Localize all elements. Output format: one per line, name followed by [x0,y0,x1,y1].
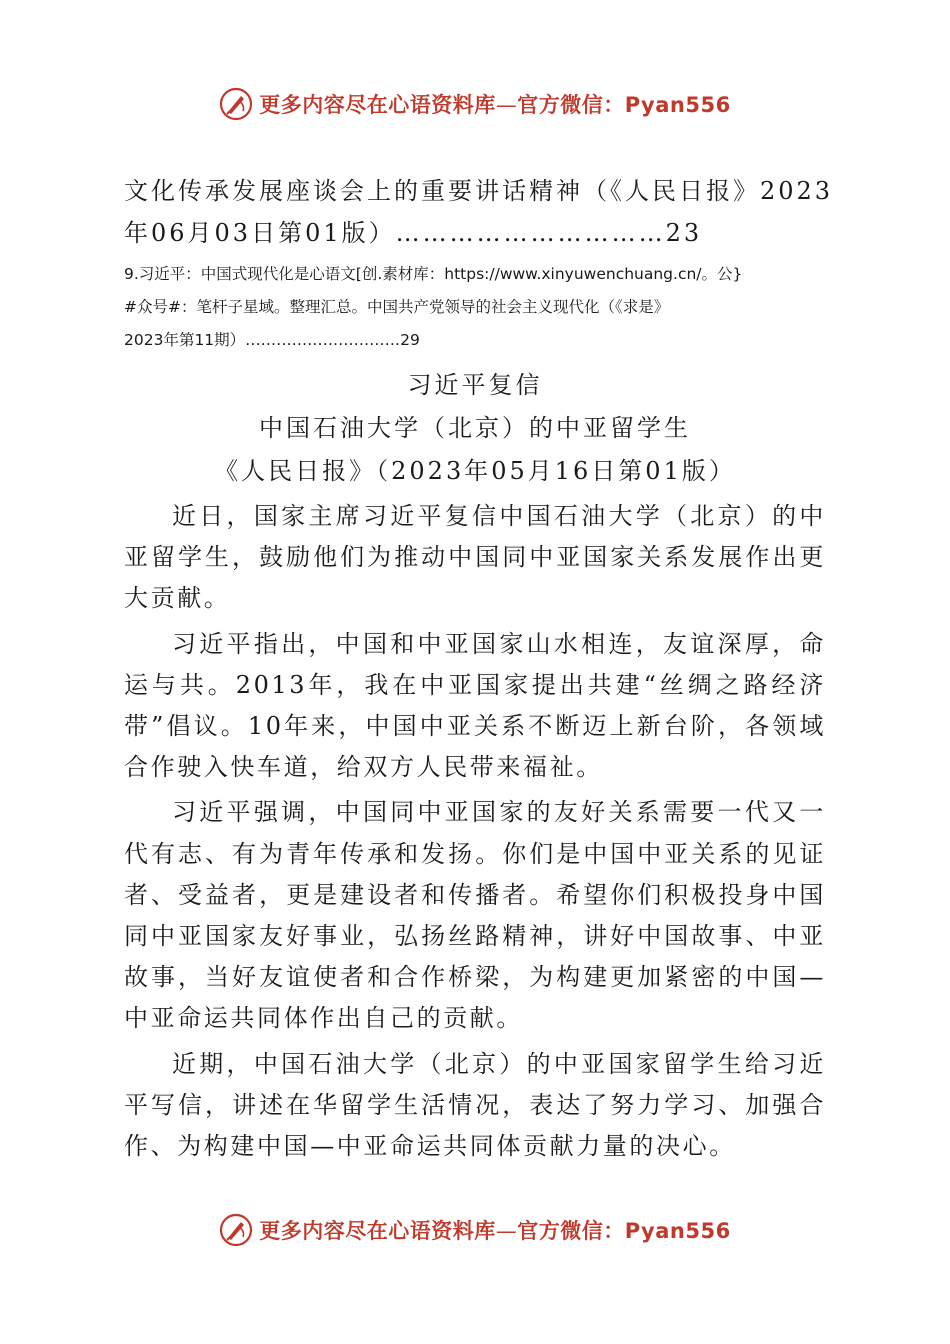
watermark-wechat-id: Pyan556 [624,93,731,117]
paragraph: 近日，国家主席习近平复信中国石油大学（北京）的中亚留学生，鼓励他们为推动中国同中亚国家关系发展作出更大贡献。 [124,502,826,613]
paragraph: 习近平指出，中国和中亚国家山水相连，友谊深厚，命运与共。2013年，我在中亚国家提出共建“丝绸之路经济带”倡议。10年来，中国中亚关系不断迈上新台阶，各领域合作驶入快车道，给双方人民带来福祉。 [124,629,826,782]
watermark-wechat-id: Pyan556 [624,1219,731,1243]
article-title-line-2: 中国石油大学（北京）的中亚留学生 [259,414,691,442]
watermark-separator: — [495,1219,518,1243]
toc-entry-9-line-2: #众号#：笔杆子星域。整理汇总。中国共产党领导的社会主义现代化（《求是》 [124,298,670,316]
paragraph: 习近平强调，中国同中亚国家的友好关系需要一代又一代有志、有为青年传承和发扬。你们是中国中亚关系的见证者、受益者，更是建设者和传播者。希望你们积极投身中国同中亚国家友好事业，弘扬丝路精神，讲好中国故事、中亚故事，当好友谊使者和合作桥梁，为构建更加紧密的中国—中亚命运共同体作出自己的贡献。 [124,798,826,1033]
watermark-wechat-label: 官方微信： [517,93,625,117]
toc-entry-8 [124,170,834,254]
watermark-title: 更多内容尽在心语资料库 [259,93,496,117]
watermark-title: 更多内容尽在心语资料库 [259,1219,496,1243]
watermark-wechat-label: 官方微信： [517,1219,625,1243]
toc-entry-8-line-1: 文化传承发展座谈会上的重要讲话精神（《人民日报》2023 [124,177,834,205]
toc-entry-9-line-1: 9.习近平：中国式现代化是心语文[创.素材库：https://www.xinyuwenchuang.cn/。公} [124,265,743,283]
article-source: 《人民日报》（2023年05月16日第01版） [214,457,736,485]
watermark-separator: — [495,93,518,117]
toc-entry-9-line-3: 2023年第11期）…………………………29 [124,331,420,349]
watermark-text [259,1215,730,1245]
paragraph: 近期，中国石油大学（北京）的中亚国家留学生给习近平写信，讲述在华留学生活情况，表达了努力学习、加强合作、为构建中国—中亚命运共同体贡献力量的决心。 [124,1049,826,1161]
article-header [124,364,826,493]
header-watermark-banner [0,82,950,126]
toc-entry-8-line-2: 年06月03日第01版）…………………………23 [124,219,703,247]
article-title-line-1: 习近平复信 [407,371,543,399]
article-body [124,496,826,1171]
quill-logo-icon [219,1213,253,1247]
toc-entry-9 [124,258,834,357]
watermark-text [259,89,730,119]
quill-logo-icon [219,87,253,121]
footer-watermark-banner [0,1208,950,1252]
